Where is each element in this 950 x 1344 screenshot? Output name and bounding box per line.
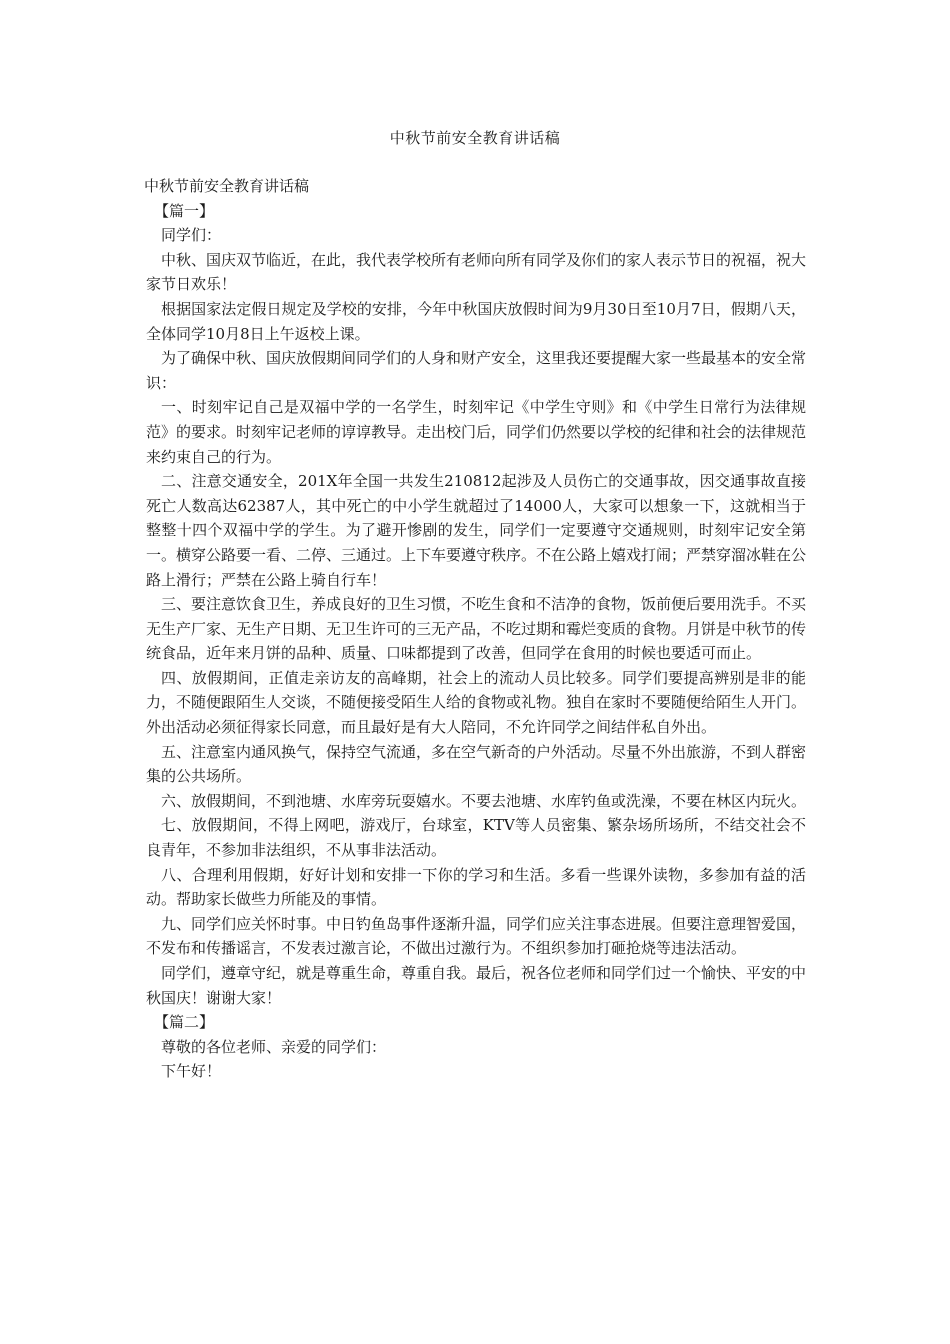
document-body (146, 174, 806, 1084)
paragraph: 五、注意室内通风换气，保持空气流通，多在空气新奇的户外活动。尽量不外出旅游，不到人群密集的公共场所。 (146, 742, 807, 786)
paragraph: 中秋、国庆双节临近，在此，我代表学校所有老师向所有同学及你们的家人表示节日的祝福，祝大家节日欢乐！ (146, 250, 807, 294)
paragraph: 三、要注意饮食卫生，养成良好的卫生习惯，不吃生食和不洁净的食物，饭前便后要用洗手。不买无生产厂家、无生产日期、无卫生许可的三无产品，不吃过期和霉烂变质的食物。月饼是中秋节的传统食品，近年来月饼的品种、质量、口味都提到了改善，但同学在食用的时候也要适可而止。 (146, 595, 807, 663)
section-label: 【篇二】 (154, 1013, 215, 1032)
paragraph: 九、同学们应关怀时事。中日钓鱼岛事件逐渐升温，同学们应关注事态进展。但要注意理智爱国，不发布和传播谣言，不发表过激言论，不做出过激行为。不组织参加打砸抢烧等违法活动。 (146, 914, 807, 958)
section-label: 【篇一】 (154, 201, 215, 220)
paragraph: 同学们，遵章守纪，就是尊重生命，尊重自我。最后，祝各位老师和同学们过一个愉快、平安的中秋国庆！谢谢大家！ (146, 964, 807, 1007)
paragraph: 四、放假期间，正值走亲访友的高峰期，社会上的流动人员比较多。同学们要提高辨别是非的能力，不随便跟陌生人交谈，不随便接受陌生人给的食物或礼物。独自在家时不要随便给陌生人开门。外出活动必须征得家长同意，而且最好是有大人陪同，不允许同学之间结伴私自外出。 (146, 668, 807, 737)
paragraph: 根据国家法定假日规定及学校的安排，今年中秋国庆放假时间为9月30日至10月7日，假期八天，全体同学10月8日上午返校上课。 (146, 299, 806, 343)
paragraph: 一、时刻牢记自己是双福中学的一名学生，时刻牢记《中学生守则》和《中学生日常行为法律规范》的要求。时刻牢记老师的谆谆教导。走出校门后，同学们仍然要以学校的纪律和社会的法律规范来约束自己的行为。 (146, 398, 807, 466)
paragraph: 尊敬的各位老师、亲爱的同学们： (161, 1037, 387, 1056)
paragraph: 七、放假期间，不得上网吧，游戏厅，台球室，KTV等人员密集、繁杂场所场所，不结交社会不良青年，不参加非法组织，不从事非法活动。 (146, 816, 806, 860)
paragraph: 为了确保中秋、国庆放假期间同学们的人身和财产安全，这里我还要提醒大家一些最基本的安全常识： (146, 349, 807, 392)
paragraph: 八、合理利用假期，好好计划和安排一下你的学习和生活。多看一些课外读物，多参加有益的活动。帮助家长做些力所能及的事情。 (146, 865, 806, 909)
document-heading: 中秋节前安全教育讲话稿 (144, 177, 310, 195)
paragraph: 二、注意交通安全，201X年全国一共发生210812起涉及人员伤亡的交通事故，因交通事故直接死亡人数高达62387人，其中死亡的中小学生就超过了14000人，大家可以想象一下，这就相当于整整十四个双福中学的学生。为了避开惨剧的发生，同学们一定要遵守交通规则，时刻牢记安全第一。横穿公路要一看、二停、三通过。上下车要遵守秩序。不在公路上嬉戏打闹；严禁穿溜冰鞋在公路上滑行；严禁在公路上骑自行车！ (146, 472, 807, 589)
paragraph: 下午好！ (161, 1062, 222, 1081)
page-title: 中秋节前安全教育讲话稿 (389, 129, 561, 147)
paragraph: 同学们： (161, 226, 222, 245)
paragraph: 六、放假期间，不到池塘、水库旁玩耍嬉水。不要去池塘、水库钓鱼或洗澡，不要在林区内玩火。 (161, 791, 807, 810)
